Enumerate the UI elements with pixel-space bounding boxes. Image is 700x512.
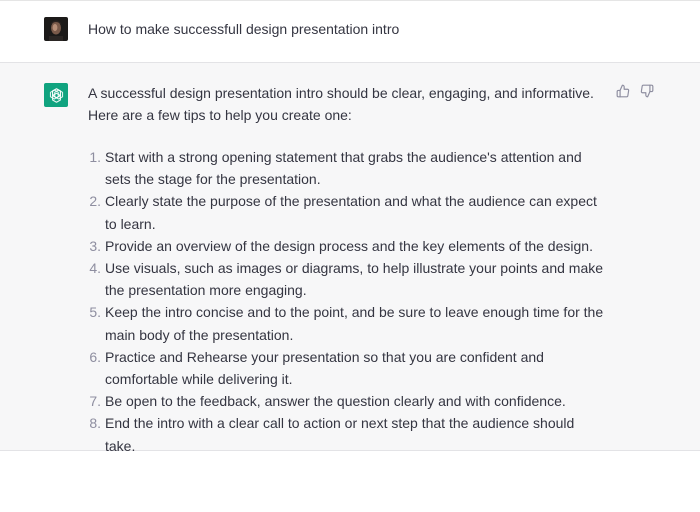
list-item bbox=[88, 190, 608, 234]
list-item bbox=[88, 346, 608, 390]
assistant-reply bbox=[88, 82, 608, 457]
list-item bbox=[88, 412, 608, 456]
user-avatar bbox=[44, 17, 68, 41]
user-message-text: How to make successfull design presentation intro bbox=[88, 21, 400, 37]
list-number: 4. bbox=[89, 260, 101, 277]
list-number: 6. bbox=[89, 348, 101, 365]
list-item-text: Clearly state the purpose of the presentation and what the audience can expect to learn. bbox=[105, 193, 597, 232]
list-item-text: Provide an overview of the design process and the key elements of the design. bbox=[105, 237, 593, 254]
thumbs-down-button[interactable] bbox=[640, 84, 654, 98]
list-item-text: Be open to the feedback, answer the question clearly and with confidence. bbox=[105, 393, 566, 410]
user-message-row bbox=[0, 1, 700, 63]
list-number: 2. bbox=[89, 193, 101, 210]
list-number: 5. bbox=[89, 304, 101, 321]
list-item-text: Start with a strong opening statement that grabs the audience's attention and sets the stage for the presentation. bbox=[105, 149, 582, 188]
list-item bbox=[88, 257, 608, 301]
list-number: 7. bbox=[89, 393, 101, 410]
list-number: 8. bbox=[89, 415, 101, 432]
list-item bbox=[88, 235, 608, 257]
chatgpt-logo-icon bbox=[44, 83, 68, 107]
thumbs-up-button[interactable] bbox=[616, 84, 630, 98]
list-item-text: Practice and Rehearse your presentation so that you are confident and comfortable while delivering it. bbox=[105, 348, 544, 388]
feedback-buttons bbox=[616, 84, 654, 98]
list-item bbox=[88, 301, 608, 345]
list-item bbox=[88, 146, 608, 190]
assistant-message-row bbox=[0, 63, 700, 454]
list-item-text: Use visuals, such as images or diagrams, to help illustrate your points and make the presentation more engaging. bbox=[105, 260, 604, 299]
list-number: 1. bbox=[89, 149, 101, 165]
tips-list bbox=[88, 146, 608, 457]
list-item bbox=[88, 390, 608, 412]
thumbs-down-icon bbox=[640, 84, 654, 98]
list-item-text: Keep the intro concise and to the point, and be sure to leave enough time for the main body of the presentation. bbox=[105, 304, 604, 343]
list-number: 3. bbox=[89, 237, 101, 254]
reply-intro: A successful design presentation intro should be clear, engaging, and informative. Here are a few tips to help you create one: bbox=[88, 85, 594, 123]
thumbs-up-icon bbox=[616, 84, 630, 98]
list-item-text: End the intro with a clear call to action or next step that the audience should take. bbox=[105, 415, 575, 454]
